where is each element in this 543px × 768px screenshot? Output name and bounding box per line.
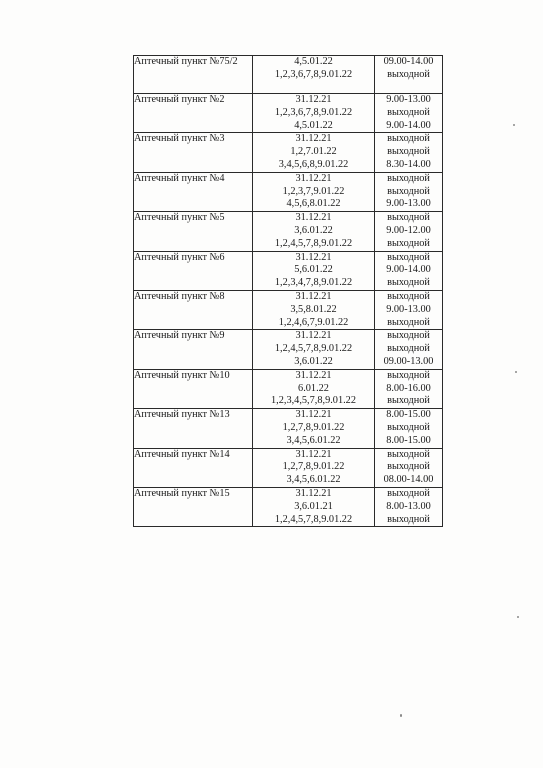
date-range: 1,2,4,5,7,8,9.01.22	[274, 513, 353, 525]
working-hours: 09.00-13.00	[383, 355, 434, 367]
schedule-row	[134, 330, 443, 369]
working-hours: выходной	[387, 212, 430, 224]
hours-cell	[375, 56, 443, 94]
date-range: 3,4,5,6.01.22	[286, 474, 341, 486]
working-hours: 8.00-15.00	[386, 434, 431, 446]
schedule-row	[134, 409, 443, 448]
hours-cell	[375, 212, 443, 251]
date-range: 3,5,8.01.22	[290, 303, 337, 315]
date-range: 4,5.01.22	[294, 119, 333, 131]
date-range: 3,6.01.22	[294, 224, 333, 236]
date-range: 4,5.01.22	[294, 56, 333, 67]
schedule-row	[134, 56, 443, 94]
date-range: 1,2,3,6,7,8,9.01.22	[274, 68, 353, 80]
pharmacy-name-cell	[134, 172, 253, 211]
working-hours: выходной	[387, 146, 430, 158]
pharmacy-name: Аптечный пункт №13	[134, 409, 230, 421]
pharmacy-name-cell	[134, 94, 253, 133]
pharmacy-name: Аптечный пункт №3	[134, 133, 225, 145]
hours-cell	[375, 448, 443, 487]
working-hours: 8.00-16.00	[386, 382, 431, 394]
dates-cell	[253, 369, 375, 408]
working-hours: выходной	[387, 316, 430, 328]
pharmacy-name: Аптечный пункт №8	[134, 290, 225, 302]
date-range: 1,2,3,7,9.01.22	[282, 185, 345, 197]
pharmacy-name: Аптечный пункт №10	[134, 369, 230, 381]
dates-cell	[253, 56, 375, 94]
date-range: 3,4,5,6,8,9.01.22	[278, 158, 349, 170]
pharmacy-name-cell	[134, 448, 253, 487]
pharmacy-name-cell	[134, 251, 253, 290]
working-hours: выходной	[387, 106, 430, 118]
date-range: 1,2,4,5,7,8,9.01.22	[274, 343, 353, 355]
working-hours: 9.00-13.00	[386, 303, 431, 315]
dates-cell	[253, 133, 375, 172]
dates-cell	[253, 487, 375, 526]
date-range: 31.12.21	[295, 409, 332, 421]
working-hours: выходной	[387, 133, 430, 145]
dates-cell	[253, 212, 375, 251]
working-hours: 9.00-12.00	[386, 224, 431, 236]
working-hours: выходной	[387, 513, 430, 525]
working-hours: выходной	[387, 369, 430, 381]
date-range: 31.12.21	[295, 212, 332, 224]
date-range: 1,2,3,4,7,8,9.01.22	[274, 277, 353, 289]
working-hours: выходной	[387, 185, 430, 197]
date-range: 31.12.21	[295, 369, 332, 381]
working-hours: выходной	[387, 461, 430, 473]
schedule-row	[134, 369, 443, 408]
date-range: 3,6.01.22	[294, 355, 333, 367]
hours-cell	[375, 330, 443, 369]
date-range: 1,2,4,6,7,9.01.22	[278, 316, 349, 328]
dates-cell	[253, 290, 375, 329]
date-range: 1,2,7.01.22	[290, 146, 337, 158]
date-range: 4,5,6,8.01.22	[286, 198, 341, 210]
pharmacy-name: Аптечный пункт №75/2	[134, 56, 238, 67]
date-range: 31.12.21	[295, 448, 332, 460]
working-hours: выходной	[387, 395, 430, 407]
date-range: 31.12.21	[295, 251, 332, 263]
working-hours: выходной	[387, 237, 430, 249]
pharmacy-name: Аптечный пункт №5	[134, 212, 225, 224]
scan-speck	[515, 371, 517, 373]
pharmacy-holiday-schedule-table	[133, 55, 443, 527]
pharmacy-name-cell	[134, 290, 253, 329]
pharmacy-name-cell	[134, 487, 253, 526]
working-hours: 8.00-13.00	[386, 500, 431, 512]
date-range: 1,2,4,5,7,8,9.01.22	[274, 237, 353, 249]
scan-speck	[513, 124, 515, 126]
working-hours: 09.00-14.00	[383, 56, 434, 67]
scan-speck	[517, 616, 519, 618]
scan-speck	[400, 714, 402, 717]
pharmacy-name-cell	[134, 56, 253, 94]
working-hours: 9.00-13.00	[386, 198, 431, 210]
date-range: 1,2,7,8,9.01.22	[282, 421, 345, 433]
working-hours: 8.30-14.00	[386, 158, 431, 170]
pharmacy-name-cell	[134, 133, 253, 172]
date-range: 6.01.22	[298, 382, 329, 394]
schedule-row	[134, 133, 443, 172]
pharmacy-name: Аптечный пункт №6	[134, 251, 225, 263]
dates-cell	[253, 172, 375, 211]
working-hours: 9.00-14.00	[386, 119, 431, 131]
working-hours: выходной	[387, 343, 430, 355]
schedule-row	[134, 94, 443, 133]
date-range: 5,6.01.22	[294, 264, 333, 276]
hours-cell	[375, 409, 443, 448]
dates-cell	[253, 448, 375, 487]
schedule-row	[134, 290, 443, 329]
schedule-row	[134, 448, 443, 487]
working-hours: выходной	[387, 68, 430, 80]
working-hours: выходной	[387, 172, 430, 184]
hours-cell	[375, 251, 443, 290]
pharmacy-name-cell	[134, 409, 253, 448]
schedule-row	[134, 172, 443, 211]
pharmacy-name: Аптечный пункт №14	[134, 448, 230, 460]
working-hours: выходной	[387, 487, 430, 499]
date-range: 31.12.21	[295, 94, 332, 105]
pharmacy-name: Аптечный пункт №15	[134, 487, 230, 499]
date-range: 31.12.21	[295, 290, 332, 302]
date-range: 31.12.21	[295, 172, 332, 184]
working-hours: выходной	[387, 251, 430, 263]
working-hours: выходной	[387, 421, 430, 433]
date-range: 1,2,3,6,7,8,9.01.22	[274, 106, 353, 118]
hours-cell	[375, 133, 443, 172]
pharmacy-name: Аптечный пункт №9	[134, 330, 225, 342]
schedule-row	[134, 251, 443, 290]
dates-cell	[253, 251, 375, 290]
pharmacy-name: Аптечный пункт №4	[134, 172, 225, 184]
date-range: 3,6.01.21	[294, 500, 333, 512]
pharmacy-name: Аптечный пункт №2	[134, 94, 225, 105]
date-range: 1,2,7,8,9.01.22	[282, 461, 345, 473]
hours-cell	[375, 172, 443, 211]
working-hours: выходной	[387, 290, 430, 302]
date-range: 31.12.21	[295, 330, 332, 342]
working-hours: 08.00-14.00	[383, 474, 434, 486]
hours-cell	[375, 487, 443, 526]
working-hours: выходной	[387, 330, 430, 342]
hours-cell	[375, 94, 443, 133]
dates-cell	[253, 94, 375, 133]
working-hours: 9.00-13.00	[386, 94, 431, 105]
working-hours: 9.00-14.00	[386, 264, 431, 276]
working-hours: выходной	[387, 448, 430, 460]
date-range: 3,4,5,6.01.22	[286, 434, 341, 446]
dates-cell	[253, 409, 375, 448]
hours-cell	[375, 369, 443, 408]
working-hours: выходной	[387, 277, 430, 289]
hours-cell	[375, 290, 443, 329]
date-range: 1,2,3,4,5,7,8,9.01.22	[271, 395, 356, 407]
working-hours: 8.00-15.00	[386, 409, 431, 421]
schedule-row	[134, 487, 443, 526]
dates-cell	[253, 330, 375, 369]
date-range: 31.12.21	[295, 487, 332, 499]
pharmacy-name-cell	[134, 212, 253, 251]
schedule-table-body	[134, 56, 443, 527]
pharmacy-name-cell	[134, 369, 253, 408]
date-range: 31.12.21	[295, 133, 332, 145]
schedule-row	[134, 212, 443, 251]
pharmacy-name-cell	[134, 330, 253, 369]
